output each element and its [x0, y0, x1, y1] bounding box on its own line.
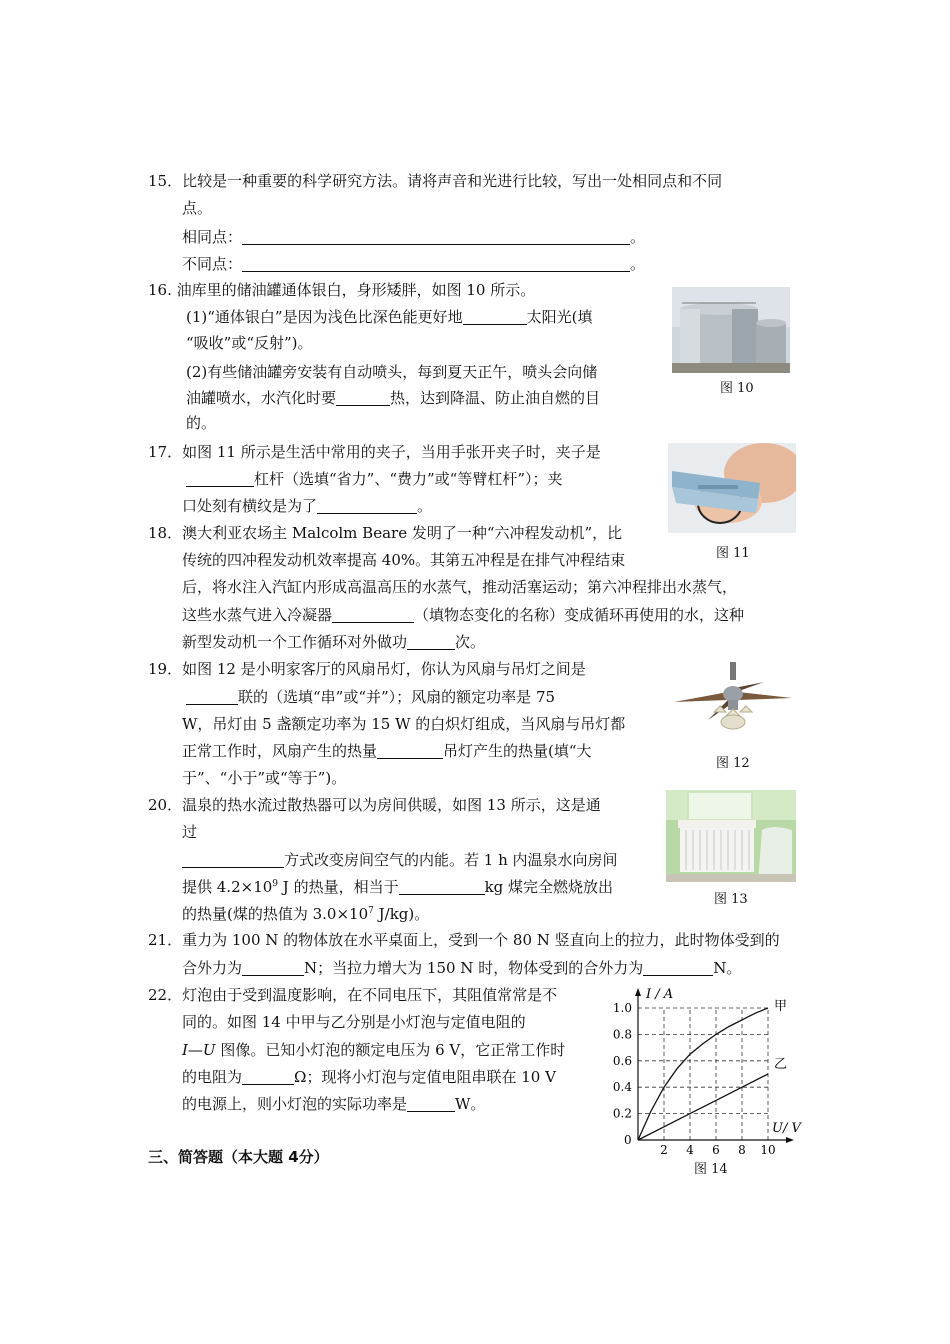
q20-line3-row — [182, 849, 618, 871]
figure-10-caption: 图 10 — [720, 381, 754, 396]
x-axis-arrow — [786, 1137, 794, 1143]
q21-line1: 21．重力为 100 N 的物体放在水平桌面上，受到一个 80 N 竖直向上的拉力，此时物体受到的 — [148, 931, 780, 949]
q16-p1b: 太阳光(填 — [526, 308, 593, 326]
q15-same-blank[interactable] — [242, 228, 630, 245]
series-line-yi — [638, 1074, 768, 1140]
q22-line5b: W。 — [455, 1095, 486, 1113]
q15-line1: 15．比较是一种重要的科学研究方法。请将声音和光进行比较，写出一处相同点和不同 — [148, 172, 723, 190]
chart-origin-label: 0 — [624, 1133, 632, 1147]
q15-diff-row — [182, 253, 645, 275]
q22-line4b: Ω；现将小灯泡与定值电阻串联在 10 V — [294, 1068, 556, 1086]
y-tick-label: 1.0 — [612, 1001, 632, 1015]
q22-line5a: 的电源上，则小灯泡的实际功率是 — [182, 1095, 408, 1113]
q20-line4c: kg 煤完全燃烧放出 — [484, 878, 614, 896]
q20-line3: 方式改变房间空气的内能。若 1 h 内温泉水向房间 — [284, 851, 618, 869]
q18-line2: 传统的四冲程发动机效率提高 40%。其第五冲程是在排气冲程结束 — [182, 551, 626, 569]
q22-line2: 同的。如图 14 中甲与乙分别是小灯泡与定值电阻的 — [182, 1013, 526, 1031]
q18-line1: 18．澳大利亚农场主 Malcolm Beare 发明了一种“六冲程发动机”，比 — [148, 524, 623, 542]
q21-line2a: 合外力为 — [182, 959, 243, 977]
q21-line2c: N。 — [713, 959, 742, 977]
q19-blank-1[interactable] — [186, 688, 238, 705]
q20-line5-row — [182, 903, 429, 925]
q17-line2-row — [186, 468, 563, 490]
q18-line5-row — [182, 631, 485, 653]
figure-14-caption: 图 14 — [694, 1162, 728, 1177]
q17-blank-2[interactable] — [317, 497, 417, 514]
q15-end-2: 。 — [630, 255, 646, 273]
q19-line3: W，吊灯由 5 盏额定功率为 15 W 的白炽灯组成，当风扇与吊灯都 — [182, 715, 626, 733]
chart-series — [638, 999, 787, 1140]
q18-line4-row — [182, 604, 744, 626]
ceiling-fan-image — [668, 662, 798, 740]
series-label: 甲 — [774, 999, 788, 1014]
clip-image — [668, 443, 796, 533]
q18-line4a: 这些水蒸气进入冷凝器 — [182, 606, 333, 624]
section-3-heading: 三、简答题（本大题 4分） — [148, 1148, 329, 1166]
oil-tank-image — [672, 287, 790, 373]
q16-p1a: (1)“通体银白”是因为浅色比深色能更好地 — [186, 308, 463, 326]
q20-line1: 20．温泉的热水流过散热器可以为房间供暖，如图 13 所示，这是通 — [148, 796, 601, 814]
q20-blank-1[interactable] — [182, 851, 284, 868]
q22-line4-row — [182, 1066, 556, 1088]
q22-i-u: I—U — [182, 1041, 216, 1059]
x-tick-label: 4 — [686, 1143, 694, 1157]
q19-line2-row — [186, 686, 555, 708]
chart-y-axis-label: I / A — [646, 987, 674, 1002]
chart-ticks — [613, 1001, 776, 1157]
q20-line4a: 提供 4.2×10 — [182, 878, 273, 896]
q15-end-1: 。 — [630, 228, 646, 246]
q22-line3b: 图像。已知小灯泡的额定电压为 6 V，它正常工作时 — [215, 1041, 566, 1059]
q22-line3-row — [182, 1039, 565, 1061]
q20-blank-2[interactable] — [399, 878, 485, 895]
q19-line4b: 吊灯产生的热量(填“大 — [443, 742, 592, 760]
y-tick-label: 0.6 — [612, 1053, 632, 1068]
q15-diff-blank[interactable] — [242, 255, 630, 272]
y-axis-arrow — [635, 988, 641, 996]
q16-blank-2[interactable] — [336, 389, 390, 406]
series-label: 乙 — [774, 1057, 788, 1072]
q15-line2: 点。 — [182, 199, 213, 217]
y-tick-label: 0.2 — [612, 1106, 632, 1121]
x-tick-label: 6 — [712, 1143, 720, 1157]
q21-blank-1[interactable] — [242, 959, 304, 976]
q18-blank-1[interactable] — [332, 606, 414, 623]
q16-line1: 16. 油库里的储油罐通体银白，身形矮胖，如图 10 所示。 — [148, 281, 536, 299]
q16-p2c: 热，达到降温、防止油自燃的目 — [390, 389, 601, 407]
figure-12-caption: 图 12 — [716, 756, 750, 771]
iu-graph-chart — [600, 978, 810, 1178]
q16-p2d: 的。 — [186, 414, 217, 432]
q19-line4a: 正常工作时，风扇产生的热量 — [182, 742, 378, 760]
q17-line2: 杠杆（选填“省力”、“费力”或“等臂杠杆”）；夹 — [254, 470, 563, 488]
q19-line5: 于”、“小于”或“等于”)。 — [182, 769, 347, 787]
chart-grid — [638, 1008, 768, 1140]
q18-line3: 后，将水注入汽缸内形成高温高压的水蒸气，推动活塞运动；第六冲程排出水蒸气， — [182, 578, 738, 596]
q20-line5-exponent: 7 — [368, 906, 374, 916]
q21-line2b: N；当拉力增大为 150 N 时，物体受到的合外力为 — [304, 959, 644, 977]
q18-line5b: 次。 — [455, 633, 486, 651]
q21-blank-2[interactable] — [643, 959, 713, 976]
q20-line5a: 的热量(煤的热值为 3.0×10 — [182, 905, 369, 923]
q17-line1: 17．如图 11 所示是生活中常用的夹子，当用手张开夹子时，夹子是 — [148, 443, 601, 461]
q16-p1-line1 — [186, 306, 592, 328]
q16-p1c: “吸收”或“反射”)。 — [186, 334, 313, 352]
q20-line2: 过 — [182, 823, 198, 841]
q19-line4-row — [182, 740, 592, 762]
q16-p2a: (2)有些储油罐旁安装有自动喷头，每到夏天正午，喷头会向储 — [186, 363, 598, 381]
q19-line1: 19．如图 12 是小明家客厅的风扇吊灯，你认为风扇与吊灯之间是 — [148, 660, 586, 678]
series-line-jia — [638, 1008, 768, 1140]
radiator-room-image — [666, 790, 796, 882]
q19-line2: 联的（选填“串”或“并”）；风扇的额定功率是 75 — [238, 688, 556, 706]
q18-line4b: （填物态变化的名称）变成循环再使用的水，这种 — [414, 606, 745, 624]
q20-line5b: J/kg)。 — [373, 905, 430, 923]
q18-blank-2[interactable] — [407, 633, 455, 650]
figure-11-caption: 图 11 — [716, 546, 750, 561]
y-tick-label: 0.8 — [612, 1027, 632, 1042]
q16-blank-1[interactable] — [463, 308, 527, 325]
x-tick-label: 10 — [760, 1143, 776, 1157]
q16-p2b: 油罐喷水，水汽化时要 — [186, 389, 337, 407]
q20-line4b: J 的热量，相当于 — [278, 878, 399, 896]
q22-line1: 22．灯泡由于受到温度影响，在不同电压下，其阻值常常是不 — [148, 986, 558, 1004]
q18-line5a: 新型发动机一个工作循环对外做功 — [182, 633, 408, 651]
q20-line4-exponent: 9 — [272, 879, 279, 889]
q17-blank-1[interactable] — [186, 470, 254, 487]
q21-line2-row — [182, 957, 741, 979]
q22-blank-2[interactable] — [407, 1095, 455, 1112]
q15-same-label: 相同点： — [182, 228, 243, 246]
q16-p2-line2 — [186, 387, 600, 409]
q17-line3a: 口处刻有横纹是为了 — [182, 497, 318, 515]
q15-same-row — [182, 226, 645, 248]
x-tick-label: 8 — [738, 1143, 746, 1157]
chart-axes — [635, 988, 794, 1143]
chart-x-axis-label: U/ V — [772, 1121, 801, 1136]
q17-line3b: 。 — [417, 497, 433, 515]
q19-blank-2[interactable] — [377, 742, 443, 759]
y-tick-label: 0.4 — [612, 1080, 632, 1095]
q22-line4a: 的电阻为 — [182, 1068, 243, 1086]
q22-blank-1[interactable] — [242, 1068, 294, 1085]
q17-line3-row — [182, 495, 432, 517]
q22-line5-row — [182, 1093, 485, 1115]
figure-13-caption: 图 13 — [714, 892, 748, 907]
q20-line4-row — [182, 876, 613, 898]
q15-diff-label: 不同点： — [182, 255, 243, 273]
x-tick-label: 2 — [660, 1143, 668, 1157]
